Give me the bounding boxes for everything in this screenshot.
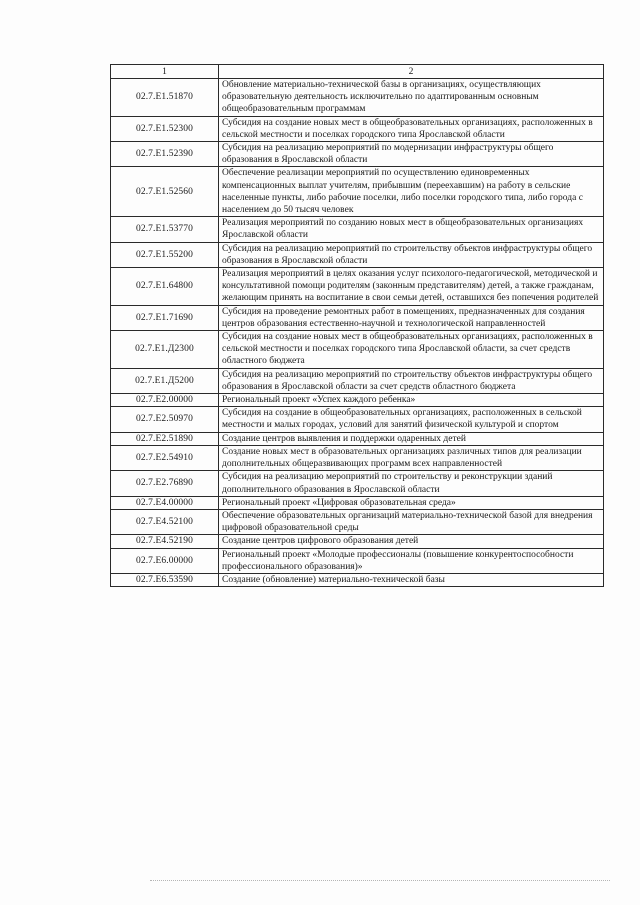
expense-description: Субсидия на создание новых мест в общеобразовательных организациях, расположенных в сельской местности и поселках городского типа Ярославской области, за счет средств областного бюджета [219,331,604,369]
footer-dotted-line [150,880,610,882]
budget-classification-table [110,64,604,587]
classification-code: 02.7.E2.00000 [111,394,219,407]
expense-description: Обновление материально-технической базы в организациях, осуществляющих образовательную деятельность исключительно по адаптированным основным общеобразовательным программам [219,79,604,117]
table-header-row [111,65,604,79]
expense-description: Создание центров выявления и поддержки одаренных детей [219,432,604,445]
table-row [111,142,604,167]
table-row [111,268,604,306]
expense-description: Субсидия на реализацию мероприятий по строительству объектов инфраструктуры общего образования в Ярославской области за счет средств областного бюджета [219,368,604,393]
table-row [111,79,604,117]
classification-code: 02.7.E6.53590 [111,573,219,586]
classification-code: 02.7.E2.54910 [111,445,219,470]
classification-code: 02.7.E6.00000 [111,548,219,573]
expense-description: Создание (обновление) материально-технической базы [219,573,604,586]
classification-code: 02.7.E2.50970 [111,407,219,432]
expense-description: Создание новых мест в образовательных организациях различных типов для реализации дополнительных общеразвивающих программ всех направленностей [219,445,604,470]
expense-description: Субсидия на создание в общеобразовательных организациях, расположенных в сельской местности и малых городах, условий для занятий физической культурой и спортом [219,407,604,432]
table-row [111,573,604,586]
classification-code: 02.7.E4.52190 [111,535,219,548]
table-row [111,305,604,330]
table-row [111,217,604,242]
classification-code: 02.7.E1.52300 [111,116,219,141]
table-row [111,394,604,407]
classification-code: 02.7.E1.55200 [111,242,219,267]
expense-description: Региональный проект «Цифровая образовательная среда» [219,496,604,509]
expense-description: Субсидия на создание новых мест в общеобразовательных организациях, расположенных в сельской местности и поселках городского типа Ярославской области [219,116,604,141]
expense-description: Обеспечение образовательных организаций материально-технической базой для внедрения цифровой образовательной среды [219,509,604,534]
table-row [111,548,604,573]
table-row [111,242,604,267]
classification-code: 02.7.E1.53770 [111,217,219,242]
expense-description: Субсидия на проведение ремонтных работ в помещениях, предназначенных для создания центров образования естественно-научной и технологической направленностей [219,305,604,330]
expense-description: Региональный проект «Успех каждого ребенка» [219,394,604,407]
expense-description: Реализация мероприятий по созданию новых мест в общеобразовательных организациях Ярославской области [219,217,604,242]
table-row [111,535,604,548]
expense-description: Создание центров цифрового образования детей [219,535,604,548]
expense-description: Региональный проект «Молодые профессионалы (повышение конкурентоспособности профессионального образования)» [219,548,604,573]
column-header-2: 2 [219,65,604,79]
table-row [111,407,604,432]
classification-code: 02.7.E2.51890 [111,432,219,445]
classification-code: 02.7.E1.52390 [111,142,219,167]
table-row [111,445,604,470]
table-row [111,116,604,141]
expense-description: Субсидия на реализацию мероприятий по модернизации инфраструктуры общего образования в Ярославской области [219,142,604,167]
table-row [111,432,604,445]
table-row [111,167,604,217]
classification-code: 02.7.E2.76890 [111,471,219,496]
classification-code: 02.7.E4.52100 [111,509,219,534]
table-row [111,496,604,509]
expense-description: Обеспечение реализации мероприятий по осуществлению единовременных компенсационных выплат учителям, прибывшим (переехавшим) на работу в сельские населенные пункты, либо рабочие поселки, либо поселки городского типа, либо города с населением до 50 тысяч человек [219,167,604,217]
table-row [111,509,604,534]
classification-code: 02.7.E1.51870 [111,79,219,117]
expense-description: Субсидия на реализацию мероприятий по строительству и реконструкции зданий дополнительного образования в Ярославской области [219,471,604,496]
table-body [111,79,604,587]
table-row [111,331,604,369]
expense-description: Реализация мероприятий в целях оказания услуг психолого-педагогической, методической и консультативной помощи родителям (законным представителям) детей, а также гражданам, желающим принять на воспитание в свои семьи детей, оставшихся без попечения родителей [219,268,604,306]
expense-description: Субсидия на реализацию мероприятий по строительству объектов инфраструктуры общего образования в Ярославской области [219,242,604,267]
classification-code: 02.7.E4.00000 [111,496,219,509]
table-row [111,471,604,496]
classification-code: 02.7.E1.Д2300 [111,331,219,369]
classification-code: 02.7.E1.71690 [111,305,219,330]
table-row [111,368,604,393]
classification-code: 02.7.E1.52560 [111,167,219,217]
classification-code: 02.7.E1.Д5200 [111,368,219,393]
column-header-1: 1 [111,65,219,79]
classification-code: 02.7.E1.64800 [111,268,219,306]
